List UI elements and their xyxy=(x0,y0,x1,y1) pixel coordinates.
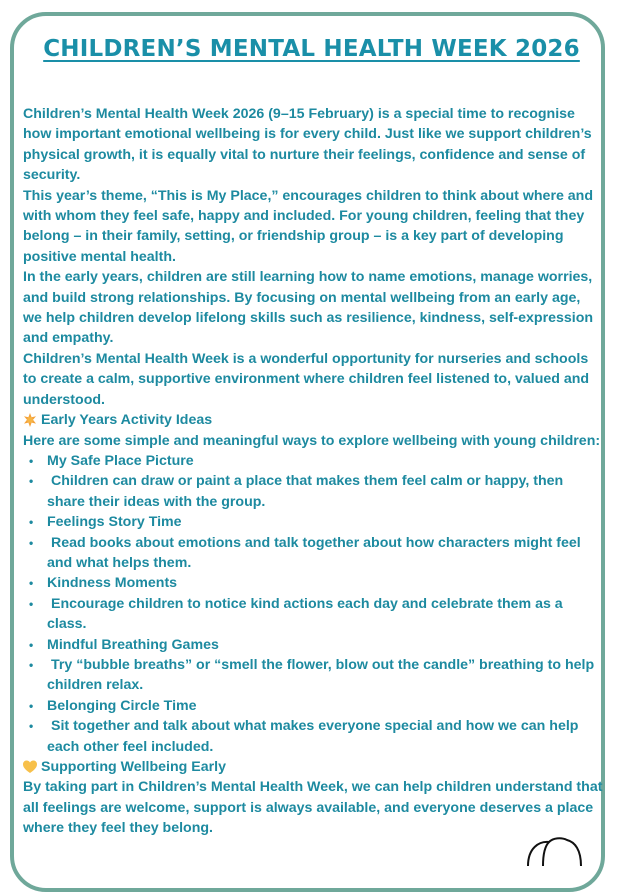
activity-title xyxy=(47,696,603,716)
activities-heading xyxy=(23,410,603,430)
activity-description-text: Read books about emotions and talk together about how characters might feel and what helps them. xyxy=(47,534,581,571)
activity-description-text: Sit together and talk about what makes everyone special and how we can help each other feel included. xyxy=(47,718,579,755)
activity-title-text: My Safe Place Picture xyxy=(47,452,194,469)
activity-title-text: Feelings Story Time xyxy=(47,514,182,531)
intro-paragraph: Children’s Mental Health Week is a wonderful opportunity for nurseries and schools to create a calm, supportive environment where children feel listened to, valued and understood. xyxy=(23,350,590,408)
activity-title xyxy=(47,635,603,655)
activities-intro: Here are some simple and meaningful ways to explore wellbeing with young children: xyxy=(23,432,601,449)
activity-description xyxy=(47,471,603,512)
activity-description xyxy=(47,655,603,696)
activity-description xyxy=(47,594,603,635)
intro-paragraph: Children’s Mental Health Week 2026 (9–15 February) is a special time to recognise how important emotional wellbeing is for every child. Just like we support children’s physical growth, it is equally vital to nurture their feelings, confidence and sense of security. xyxy=(23,106,592,184)
activities-list xyxy=(23,451,603,757)
wellbeing-body: By taking part in Children’s Mental Health Week, we can help children understand that all feelings are welcome, support is always available, and everyone deserves a place where they feel they belong. xyxy=(23,779,603,837)
page-title xyxy=(0,36,623,62)
activity-title-text: Belonging Circle Time xyxy=(47,697,197,714)
activity-description-text: Encourage children to notice kind actions each day and celebrate them as a class. xyxy=(47,595,563,633)
activity-title xyxy=(47,512,603,532)
activity-title xyxy=(47,573,603,593)
activities-heading-text: Early Years Activity Ideas xyxy=(41,412,213,429)
activity-title xyxy=(47,451,603,471)
activity-title-text: Kindness Moments xyxy=(47,575,178,592)
activity-title-text: Mindful Breathing Games xyxy=(47,636,219,653)
intro-paragraph: This year’s theme, “This is My Place,” encourages children to think about where and with whom they feel safe, happy and included. For young children, feeling that they belong – in their family, setting, or friendship group – is a key part of developing positive mental health. xyxy=(23,187,594,265)
activity-description xyxy=(47,533,603,574)
star-icon xyxy=(23,413,37,427)
cloud-doodle-icon xyxy=(525,836,585,866)
wellbeing-heading-text: Supporting Wellbeing Early xyxy=(41,759,226,775)
activity-description-text: Children can draw or paint a place that makes them feel calm or happy, then share their ideas with the group. xyxy=(47,473,564,510)
activity-description xyxy=(47,716,603,757)
intro-paragraph: In the early years, children are still learning how to name emotions, manage worries, and build strong relationships. By focusing on mental wellbeing from an early age, we help children develop lifelong skills such as resilience, kindness, self-expression and empathy. xyxy=(23,269,594,347)
activity-description-text: Try “bubble breaths” or “smell the flower, blow out the candle” breathing to help children relax. xyxy=(47,656,595,694)
heart-icon xyxy=(23,760,37,774)
wellbeing-heading xyxy=(23,757,603,777)
article-body xyxy=(23,104,603,839)
page-title-text: CHILDREN’S MENTAL HEALTH WEEK 2026 xyxy=(43,36,580,62)
